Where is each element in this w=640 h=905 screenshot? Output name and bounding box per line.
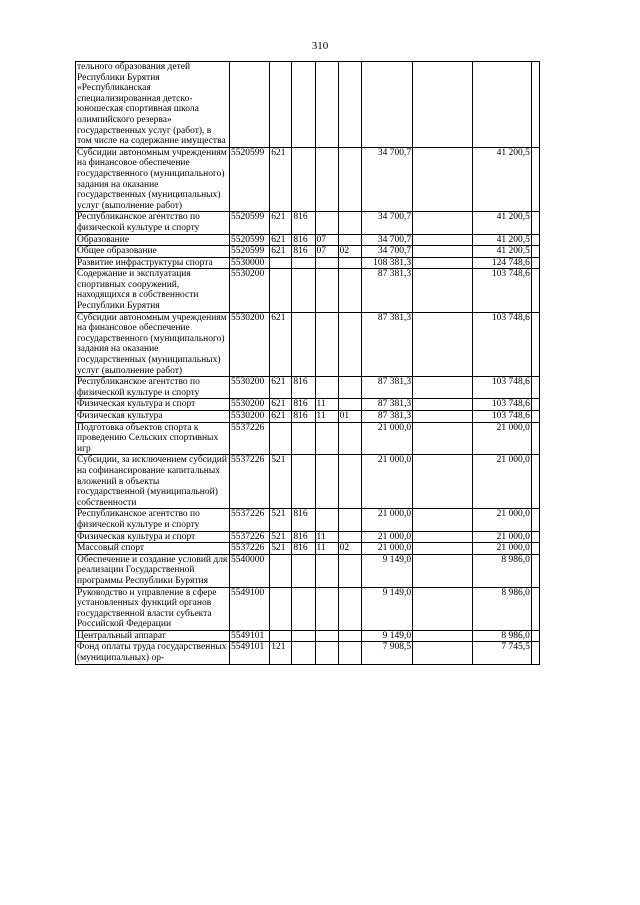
table-row [76,147,540,212]
row-amount-second: 21 000,0 [472,455,531,509]
row-target-code: 5549101 [229,642,269,664]
table-row [76,399,540,411]
row-amount-second [472,62,531,148]
row-amount-first: 87 381,3 [361,399,412,411]
row-empty-cell [531,62,539,148]
row-name: тельного образования детей Республики Бурятия «Республиканская специализированная детско-юношеская спортивная школа олимпийского резерва» государственных услуг (работ), в том числе на содержание имущества [76,62,230,148]
row-empty-cell [531,269,539,312]
row-section [315,455,338,509]
row-expense-type [270,269,292,312]
row-section [315,269,338,312]
row-amount-second: 103 748,6 [472,312,531,377]
row-department-code: 816 [292,531,315,543]
row-amount-first: 9 149,0 [361,630,412,642]
row-target-code: 5530200 [229,269,269,312]
row-department-code [292,642,315,664]
table-row [76,554,540,587]
row-name: Республиканское агентство по физической культуре и спорту [76,509,230,531]
row-amount-first: 87 381,3 [361,312,412,377]
row-department-code [292,257,315,269]
row-target-code: 5549101 [229,630,269,642]
row-expense-type [270,554,292,587]
row-amount-first: 21 000,0 [361,509,412,531]
row-empty-cell [531,257,539,269]
table-row [76,455,540,509]
row-empty-cell [413,257,472,269]
row-name: Развитие инфраструктуры спорта [76,257,230,269]
row-empty-cell [413,642,472,664]
row-amount-second: 8 986,0 [472,587,531,630]
row-empty-cell [531,587,539,630]
row-subsection [338,587,361,630]
row-amount-second: 41 200,5 [472,212,531,234]
row-empty-cell [531,377,539,399]
row-amount-first: 34 700,7 [361,147,412,212]
budget-table [75,61,540,665]
row-amount-first: 7 908,5 [361,642,412,664]
table-row [76,312,540,377]
row-empty-cell [531,509,539,531]
table-row [76,587,540,630]
row-department-code: 816 [292,234,315,246]
row-name: Образование [76,234,230,246]
row-expense-type: 521 [270,543,292,555]
row-amount-first: 87 381,3 [361,269,412,312]
row-expense-type [270,422,292,455]
row-amount-second: 103 748,6 [472,411,531,423]
row-department-code [292,62,315,148]
row-expense-type: 621 [270,234,292,246]
row-expense-type: 521 [270,509,292,531]
row-section [315,377,338,399]
row-target-code: 5530200 [229,377,269,399]
row-subsection [338,554,361,587]
row-empty-cell [413,554,472,587]
row-empty-cell [413,212,472,234]
row-department-code [292,455,315,509]
table-row [76,234,540,246]
row-empty-cell [531,212,539,234]
row-section [315,642,338,664]
row-department-code [292,147,315,212]
row-section [315,212,338,234]
row-department-code [292,269,315,312]
row-section: 11 [315,531,338,543]
row-subsection [338,257,361,269]
row-amount-first: 9 149,0 [361,587,412,630]
table-row [76,212,540,234]
row-section [315,312,338,377]
row-empty-cell [531,455,539,509]
row-empty-cell [531,422,539,455]
row-target-code: 5537226 [229,509,269,531]
row-amount-second: 103 748,6 [472,269,531,312]
row-name: Физическая культура [76,411,230,423]
row-empty-cell [413,234,472,246]
row-target-code: 5530200 [229,399,269,411]
row-target-code: 5520599 [229,234,269,246]
row-section: 07 [315,246,338,258]
row-target-code: 5520599 [229,246,269,258]
row-amount-second: 7 745,5 [472,642,531,664]
page-number: 310 [311,40,329,52]
row-subsection: 02 [338,543,361,555]
row-empty-cell [413,377,472,399]
row-amount-first: 9 149,0 [361,554,412,587]
row-amount-second: 21 000,0 [472,509,531,531]
row-name: Центральный аппарат [76,630,230,642]
row-target-code: 5537226 [229,422,269,455]
table-row [76,269,540,312]
row-name: Физическая культура и спорт [76,531,230,543]
row-department-code [292,630,315,642]
row-name: Руководство и управление в сфере установленных функций органов государственной власти субъекта Российской Федерации [76,587,230,630]
row-department-code: 816 [292,399,315,411]
row-empty-cell [413,312,472,377]
row-amount-second: 124 748,6 [472,257,531,269]
row-expense-type: 521 [270,531,292,543]
row-empty-cell [531,147,539,212]
row-name: Массовый спорт [76,543,230,555]
row-subsection [338,531,361,543]
row-target-code: 5549100 [229,587,269,630]
row-empty-cell [531,312,539,377]
row-empty-cell [413,455,472,509]
row-amount-first: 21 000,0 [361,543,412,555]
row-expense-type: 621 [270,212,292,234]
row-amount-second: 41 200,5 [472,246,531,258]
row-name: Содержание и эксплуатация спортивных сооружений, находящихся в собственности Республики Бурятия [76,269,230,312]
row-section [315,147,338,212]
row-expense-type: 621 [270,312,292,377]
row-expense-type: 621 [270,147,292,212]
row-empty-cell [531,554,539,587]
row-department-code: 816 [292,543,315,555]
row-amount-second: 21 000,0 [472,543,531,555]
row-subsection: 02 [338,246,361,258]
row-subsection [338,630,361,642]
row-target-code: 5537226 [229,455,269,509]
row-department-code: 816 [292,509,315,531]
row-expense-type: 621 [270,411,292,423]
budget-table-body [76,62,540,665]
row-subsection: 01 [338,411,361,423]
row-target-code [229,62,269,148]
row-amount-second: 41 200,5 [472,234,531,246]
row-department-code [292,312,315,377]
row-target-code: 5520599 [229,147,269,212]
row-empty-cell [531,630,539,642]
row-empty-cell [413,630,472,642]
row-amount-second: 103 748,6 [472,399,531,411]
row-empty-cell [531,642,539,664]
row-expense-type [270,62,292,148]
row-section: 11 [315,543,338,555]
row-amount-second: 8 986,0 [472,554,531,587]
row-expense-type [270,587,292,630]
row-name: Республиканское агентство по физической культуре и спорту [76,377,230,399]
row-empty-cell [413,587,472,630]
row-amount-first: 21 000,0 [361,531,412,543]
row-department-code [292,587,315,630]
table-row [76,509,540,531]
row-name: Субсидии автономным учреждениям на финансовое обеспечение государственного (муниципального) задания на оказание государственных (муниципальных) услуг (выполнение работ) [76,147,230,212]
row-amount-second: 103 748,6 [472,377,531,399]
row-empty-cell [413,246,472,258]
row-subsection [338,509,361,531]
row-name: Республиканское агентство по физической культуре и спорту [76,212,230,234]
row-subsection [338,147,361,212]
row-name: Фонд оплаты труда государственных (муниципальных) ор- [76,642,230,664]
row-subsection [338,642,361,664]
row-section [315,62,338,148]
row-amount-second: 21 000,0 [472,422,531,455]
row-subsection [338,455,361,509]
row-section [315,587,338,630]
row-amount-first: 21 000,0 [361,455,412,509]
row-target-code: 5530000 [229,257,269,269]
row-amount-first: 34 700,7 [361,234,412,246]
row-target-code: 5530200 [229,312,269,377]
row-amount-first: 21 000,0 [361,422,412,455]
row-department-code: 816 [292,212,315,234]
row-empty-cell [413,531,472,543]
row-empty-cell [531,399,539,411]
row-section [315,422,338,455]
row-subsection [338,234,361,246]
row-empty-cell [531,531,539,543]
row-target-code: 5530200 [229,411,269,423]
row-section [315,630,338,642]
row-empty-cell [413,62,472,148]
row-expense-type [270,630,292,642]
row-name: Обеспечение и создание условий для реализации Государственной программы Республики Бурятия [76,554,230,587]
row-expense-type: 521 [270,455,292,509]
row-name: Физическая культура и спорт [76,399,230,411]
row-section [315,509,338,531]
row-target-code: 5537226 [229,531,269,543]
row-empty-cell [531,234,539,246]
row-name: Субсидии, за исключением субсидий на софинансирование капитальных вложений в объекты государственной (муниципальной) собственности [76,455,230,509]
row-empty-cell [413,411,472,423]
row-expense-type: 121 [270,642,292,664]
row-target-code: 5540000 [229,554,269,587]
row-target-code: 5537226 [229,543,269,555]
row-section: 11 [315,411,338,423]
row-section: 07 [315,234,338,246]
row-empty-cell [531,543,539,555]
row-expense-type: 621 [270,399,292,411]
row-subsection [338,269,361,312]
row-empty-cell [413,399,472,411]
row-subsection [338,422,361,455]
row-amount-first: 34 700,7 [361,212,412,234]
row-amount-first [361,62,412,148]
row-amount-first: 87 381,3 [361,377,412,399]
row-name: Субсидии автономным учреждениям на финансовое обеспечение государственного (муниципального) задания на оказание государственных (муниципальных) услуг (выполнение работ) [76,312,230,377]
table-row [76,422,540,455]
row-department-code [292,554,315,587]
row-section [315,554,338,587]
row-amount-second: 41 200,5 [472,147,531,212]
table-row [76,246,540,258]
row-amount-second: 21 000,0 [472,531,531,543]
table-row [76,411,540,423]
table-row [76,377,540,399]
row-subsection [338,312,361,377]
row-name: Общее образование [76,246,230,258]
row-expense-type: 621 [270,246,292,258]
row-empty-cell [413,147,472,212]
row-subsection [338,62,361,148]
row-amount-second: 8 986,0 [472,630,531,642]
row-name: Подготовка объектов спорта к проведению Сельских спортивных игр [76,422,230,455]
row-empty-cell [413,422,472,455]
row-expense-type [270,257,292,269]
row-empty-cell [413,543,472,555]
table-row [76,630,540,642]
row-empty-cell [413,269,472,312]
row-empty-cell [531,246,539,258]
row-amount-first: 87 381,3 [361,411,412,423]
row-subsection [338,399,361,411]
row-target-code: 5520599 [229,212,269,234]
row-empty-cell [413,509,472,531]
row-department-code [292,422,315,455]
table-row [76,642,540,664]
row-amount-first: 34 700,7 [361,246,412,258]
table-row [76,531,540,543]
row-empty-cell [531,411,539,423]
row-expense-type: 621 [270,377,292,399]
row-section: 11 [315,399,338,411]
table-row [76,543,540,555]
row-department-code: 816 [292,411,315,423]
row-subsection [338,377,361,399]
table-row [76,257,540,269]
table-row [76,62,540,148]
row-amount-first: 108 381,3 [361,257,412,269]
row-department-code: 816 [292,246,315,258]
row-section [315,257,338,269]
row-department-code: 816 [292,377,315,399]
row-subsection [338,212,361,234]
